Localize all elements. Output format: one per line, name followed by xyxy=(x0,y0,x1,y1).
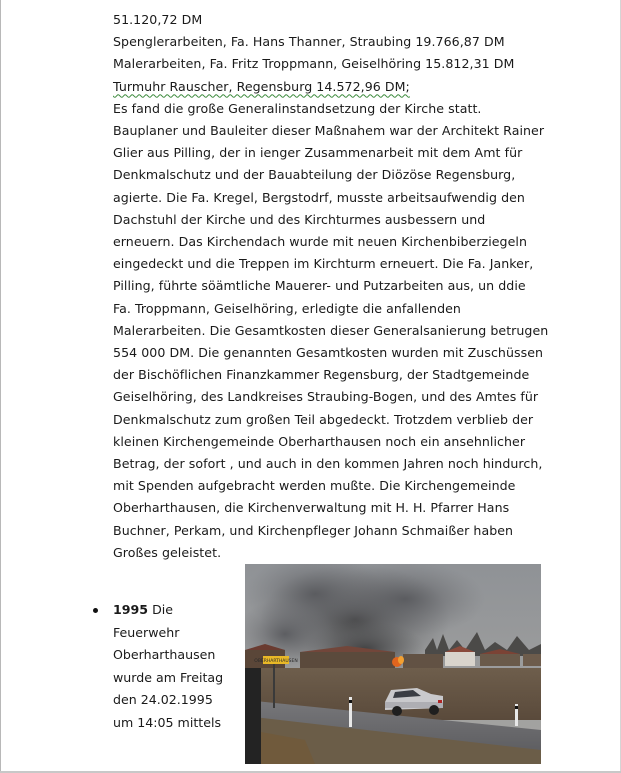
text-line: Geiselhöring, des Landkreises Straubing-Bogen, und des Amtes für xyxy=(113,389,539,405)
bullet-line: um 14:05 mittels xyxy=(113,714,222,730)
text-line: erneuern. Das Kirchendach wurde mit neuen Kirchenbiberziegeln xyxy=(113,234,527,250)
text-line: eingedeckt und die Treppen im Kirchturm erneuert. Die Fa. Janker, xyxy=(113,256,534,272)
text-line: Spenglerarbeiten, Fa. Hans Thanner, Straubing 19.766,87 DM xyxy=(113,34,505,50)
text-line: der Bischöflichen Finanzkammer Regensburg, der Stadtgemeinde xyxy=(113,367,530,383)
text-line: Großes geleistet. xyxy=(113,544,222,560)
text-line: kleinen Kirchengemeinde Oberharthausen noch ein ansehnlicher xyxy=(113,433,526,449)
bullet-line: wurde am Freitag xyxy=(113,669,224,685)
bullet-year: 1995 xyxy=(113,602,149,617)
text-line: Oberharthausen, die Kirchenverwaltung mit H. H. Pfarrer Hans xyxy=(113,500,510,516)
text-line: Malerarbeiten, Fa. Fritz Troppmann, Geiselhöring 15.812,31 DM xyxy=(113,56,515,72)
bullet-first-line-text: Die xyxy=(148,602,174,617)
fire-photo-image xyxy=(245,564,541,764)
text-line: Glier aus Pilling, der in ienger Zusammenarbeit mit dem Amt für xyxy=(113,145,523,161)
text-line: Bauplaner und Bauleiter dieser Maßnahem war der Architekt Rainer xyxy=(113,123,545,139)
bullet-item-1995[interactable] xyxy=(113,599,241,735)
bullet-line: Feuerwehr xyxy=(113,624,180,640)
text-line: Fa. Troppmann, Geiselhöring, erledigte die anfallenden xyxy=(113,300,461,316)
text-line: Dachstuhl der Kirche und des Kirchturmes ausbessern und xyxy=(113,211,486,227)
text-line: Buchner, Perkam, und Kirchenpfleger Johann Schmaißer haben xyxy=(113,522,514,538)
bullet-line: den 24.02.1995 xyxy=(113,692,213,708)
bullet-point xyxy=(93,608,98,613)
text-line: 51.120,72 DM xyxy=(113,12,203,27)
text-line: mit Spenden aufgebracht werden mußte. Die Kirchengemeinde xyxy=(113,478,516,494)
text-line: Pilling, führte söämtliche Mauerer- und Putzarbeiten aus, un ddie xyxy=(113,278,526,294)
text-line: Malerarbeiten. Die Gesamtkosten dieser Generalsanierung betrugen xyxy=(113,322,549,338)
text-line: Betrag, der sofort , und auch in den kommen Jahren noch hindurch, xyxy=(113,456,543,472)
fire-photo[interactable] xyxy=(245,564,541,764)
document-body[interactable] xyxy=(113,9,553,564)
bullet-line: Oberharthausen xyxy=(113,647,216,663)
text-line-spellcheck: Turmuhr Rauscher, Regensburg 14.572,96 DM; xyxy=(113,78,410,94)
text-line: agierte. Die Fa. Kregel, Bergstodrf, musste arbeitsaufwendig den xyxy=(113,189,525,205)
text-line: 554 000 DM. Die genannten Gesamtkosten wurden mit Zuschüssen xyxy=(113,345,544,361)
text-line: Denkmalschutz und der Bauabteilung der Diözöse Regensburg, xyxy=(113,167,516,183)
text-line: Denkmalschutz zum großen Teil abgedeckt. Trotzdem verblieb der xyxy=(113,411,534,427)
town-sign-label: OBERHARTHAUSEN xyxy=(254,659,298,664)
text-line: Es fand die große Generalinstandsetzung der Kirche statt. xyxy=(113,100,482,116)
page-left-edge xyxy=(0,0,1,773)
